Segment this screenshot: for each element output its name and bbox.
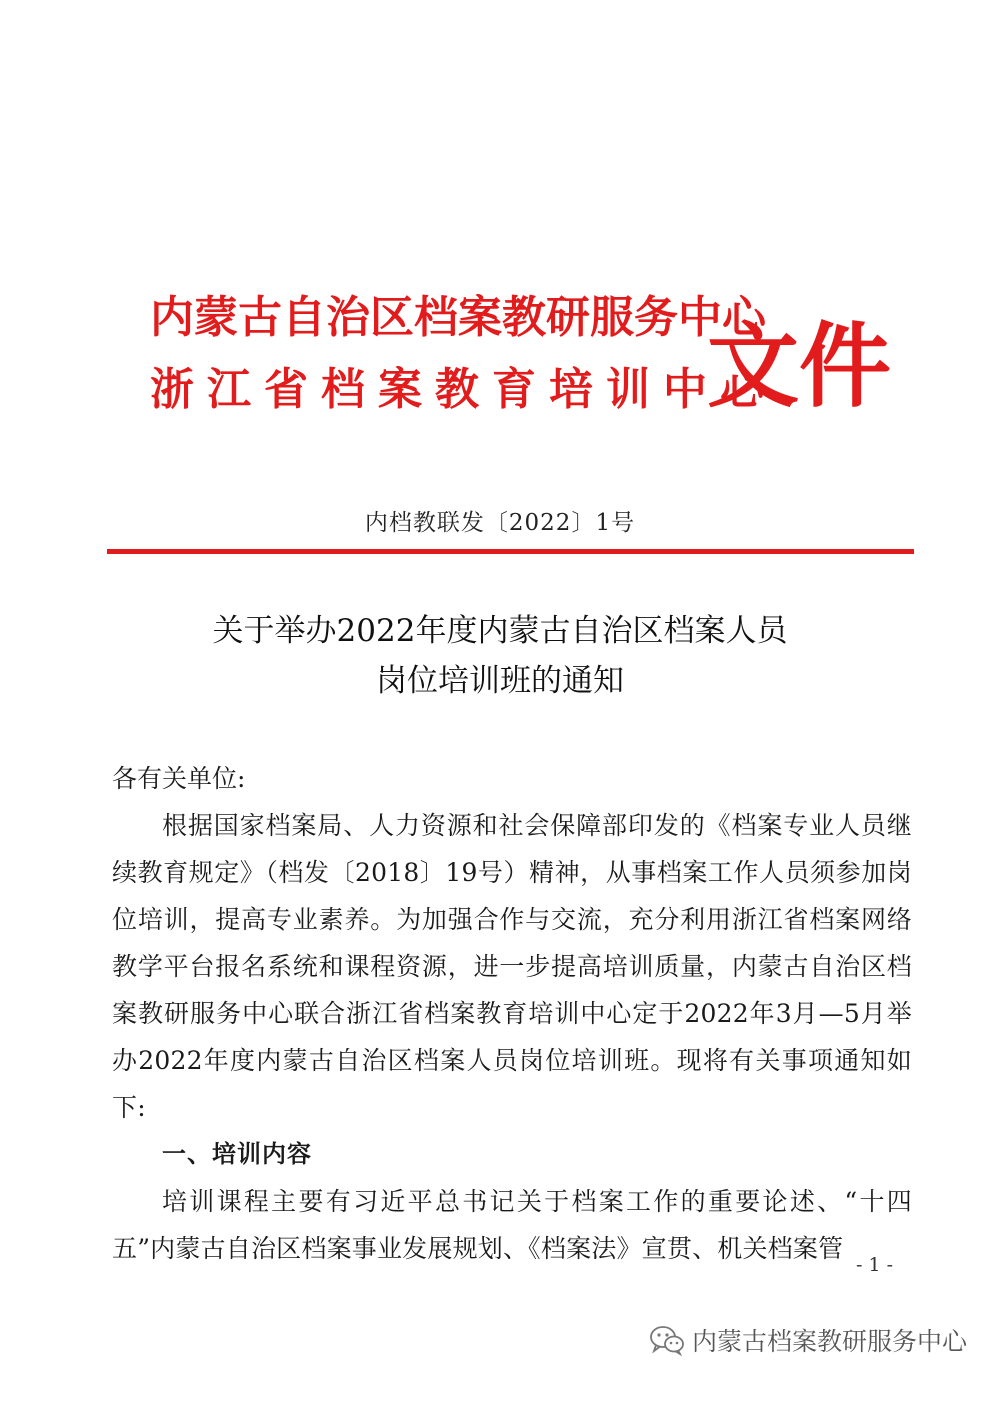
wechat-watermark xyxy=(648,1322,967,1358)
document-title xyxy=(0,606,1000,706)
title-line-1: 关于举办2022年度内蒙古自治区档案人员 xyxy=(212,613,788,649)
paragraph-2: 培训课程主要有习近平总书记关于档案工作的重要论述、“十四五”内蒙古自治区档案事业发展规划、《档案法》宣贯、机关档案管 xyxy=(112,1187,912,1263)
section-heading-1: 一、培训内容 xyxy=(162,1140,312,1168)
document-body xyxy=(112,755,912,1272)
letterhead-org-2: 浙江省档案教育培训中心 xyxy=(150,364,777,415)
salutation: 各有关单位: xyxy=(112,764,246,793)
page-number: - 1 - xyxy=(856,1254,894,1276)
letterhead-doc-type: 文件 xyxy=(707,313,892,420)
wechat-icon xyxy=(648,1324,686,1356)
red-divider xyxy=(107,549,914,554)
letterhead xyxy=(150,288,892,438)
letterhead-org-1: 内蒙古自治区档案教研服务中心 xyxy=(150,292,766,343)
title-line-2: 岗位培训班的通知 xyxy=(376,663,624,699)
document-number: 内档教联发〔2022〕1号 xyxy=(364,510,636,536)
paragraph-1: 根据国家档案局、人力资源和社会保障部印发的《档案专业人员继续教育规定》（档发〔2018〕19号）精神，从事档案工作人员须参加岗位培训，提高专业素养。为加强合作与交流，充分利用浙江省档案网络教学平台报名系统和课程资源，进一步提高培训质量，内蒙古自治区档案教研服务中心联合浙江省档案教育培训中心定于2022年3月—5月举办2022年度内蒙古自治区档案人员岗位培训班。现将有关事项通知如下: xyxy=(112,811,912,1122)
watermark-text: 内蒙古档案教研服务中心 xyxy=(692,1327,968,1356)
